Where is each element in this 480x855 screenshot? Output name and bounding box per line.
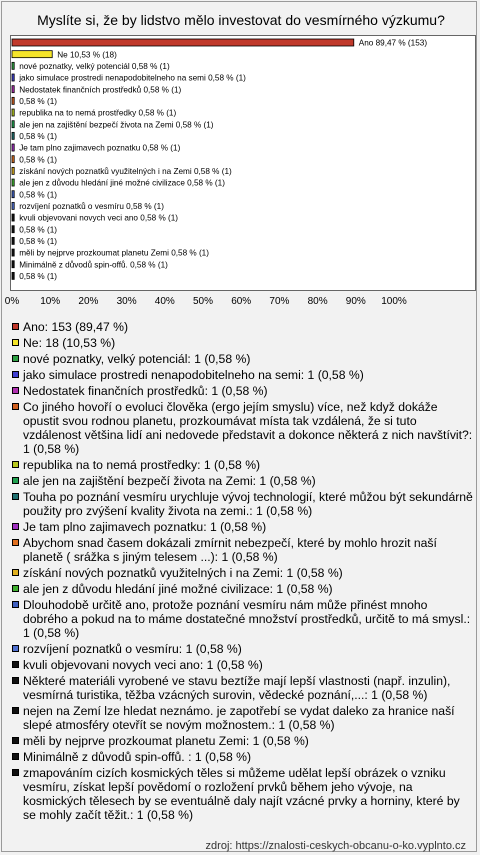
bar-label-0: Ano 89,47 % (153) (358, 38, 428, 48)
bar-label-2: nové poznatky, velký potenciál 0,58 % (1) (19, 61, 170, 71)
bar-9 (12, 144, 14, 151)
bar-label-5: 0,58 % (1) (19, 96, 57, 106)
legend-item-12 (12, 582, 474, 596)
x-tick-label-2: 20% (78, 296, 99, 307)
legend-text-9: Je tam plno zajimavech poznatku: 1 (0,58 %) (23, 520, 267, 534)
legend-item-15 (12, 658, 474, 672)
bar-5 (12, 97, 14, 104)
bar-label-9: Je tam plno zajimavech poznatku 0,58 % (1) (19, 143, 181, 153)
legend-text-4: Nedostatek finančních prostředků: 1 (0,58 %) (23, 384, 268, 398)
bar-20 (12, 272, 14, 279)
bar-7 (12, 121, 14, 128)
legend-swatch-9 (12, 523, 19, 530)
legend-text-15: kvuli objevovani novych veci ano: 1 (0,58 %) (23, 658, 263, 672)
legend-text-13: Dlouhodobě určitě ano, protože poznání vesmíru nám může přinést mnoho dobrého a pokud na to máme dostatečné množství prostředků, určitě to má smysl.: 1 (0,58 %) (23, 598, 471, 640)
legend-text-17: nejen na Zemí lze hledat neznámo. je zapotřebí se vydat daleko za hranice naší slepé atmosféry otevřít se novým možnostem.: 1 (0,58 %) (23, 704, 455, 732)
legend-text-18: měli by nejprve prozkoumat planetu Zemi: 1 (0,58 %) (23, 734, 309, 748)
legend-swatch-0 (12, 323, 19, 330)
x-tick-label-1: 10% (40, 296, 61, 307)
bar-14 (12, 202, 14, 209)
bar-label-7: ale jen na zajištění bezpečí života na Zemi 0,58 % (1) (19, 120, 214, 130)
legend-text-0: Ano: 153 (89,47 %) (23, 320, 129, 334)
x-tick-label-4: 40% (154, 296, 175, 307)
legend-swatch-2 (12, 355, 19, 362)
legend-text-12: ale jen z důvodu hledání jiné možné civilizace: 1 (0,58 %) (23, 582, 333, 596)
bar-label-3: jako simulace prostredi nenapodobitelneho na semi 0,58 % (1) (19, 73, 246, 83)
legend-text-11: získání nových poznatků využitelných i na Zemi: 1 (0,58 %) (23, 566, 343, 580)
x-tick-label-9: 90% (345, 296, 366, 307)
legend-swatch-16 (12, 677, 19, 684)
bar-label-19: Minimálně z důvodů spin-offů. 0,58 % (1) (19, 260, 168, 270)
legend-swatch-3 (12, 371, 19, 378)
bar-label-13: 0,58 % (1) (19, 190, 57, 200)
legend-swatch-11 (12, 569, 19, 576)
legend-swatch-4 (12, 387, 19, 394)
bar-label-4: Nedostatek finančních prostředků 0,58 % (1) (19, 85, 182, 95)
legend-item-14 (12, 642, 474, 656)
legend-swatch-7 (12, 477, 19, 484)
bar-3 (12, 74, 14, 81)
bar-2 (12, 62, 14, 69)
bar-10 (12, 156, 14, 163)
bar-label-17: 0,58 % (1) (19, 236, 57, 246)
legend-swatch-20 (12, 769, 19, 776)
bar-12 (12, 179, 14, 186)
x-tick-label-3: 30% (116, 296, 137, 307)
legend-item-6 (12, 458, 474, 472)
bar-0 (12, 39, 354, 46)
bar-11 (12, 167, 14, 174)
bar-label-8: 0,58 % (1) (19, 131, 57, 141)
legend-swatch-19 (12, 753, 19, 760)
legend-text-6: republika na to nemá prostředky: 1 (0,58 %) (23, 458, 261, 472)
legend-swatch-10 (12, 539, 19, 546)
legend-item-7 (12, 474, 474, 488)
legend-item-10 (12, 536, 474, 564)
bar-label-10: 0,58 % (1) (19, 155, 57, 165)
legend-text-14: rozvíjení poznatků o vesmíru: 1 (0,58 %) (23, 642, 242, 656)
legend-item-13 (12, 598, 474, 640)
legend-text-16: Některé materiáli vyrobené ve stavu beztíže mají lepší vlastnosti (např. inzulin), vesmírná turistika, těžba vzácných surovin, vědecké poznání,...: 1 (0,58 %) (23, 674, 451, 702)
bar-6 (12, 109, 14, 116)
bar-label-12: ale jen z důvodu hledání jiné možné civilizace 0,58 % (1) (19, 178, 225, 188)
legend-item-20 (12, 766, 474, 822)
legend-text-2: nové poznatky, velký potenciál: 1 (0,58 %) (23, 352, 251, 366)
bar-label-20: 0,58 % (1) (19, 272, 57, 281)
legend-swatch-13 (12, 601, 19, 608)
x-tick-label-10: 100% (381, 296, 407, 307)
bar-label-16: 0,58 % (1) (19, 225, 57, 235)
bar-19 (12, 261, 14, 268)
legend-item-11 (12, 566, 474, 580)
legend-text-7: ale jen na zajištění bezpečí života na Zemi: 1 (0,58 %) (23, 474, 316, 488)
legend-swatch-18 (12, 737, 19, 744)
legend-text-8: Touha po poznání vesmíru urychluje vývoj technologií, které můžou být sekundárně použity pro zvýšení kvality života na zemi.: 1 (0,58 %) (23, 490, 473, 518)
chart-title: Myslíte si, že by lidstvo mělo investovat do vesmírného výzkumu? (37, 12, 445, 28)
bar-15 (12, 214, 14, 221)
bar-label-14: rozvíjení poznatků o vesmíru 0,58 % (1) (19, 201, 164, 211)
legend (12, 320, 474, 824)
chart-frame (1, 1, 477, 852)
bar-label-15: kvuli objevovani novych veci ano 0,58 % (1) (19, 213, 179, 223)
legend-text-10: Abychom snad časem dokázali zmírnit nebezpečí, které by mohlo hrozit naší planetě ( srážka s jiným telesem ...): 1 (0,58 %) (23, 536, 437, 564)
x-tick-label-0: 0% (4, 296, 20, 307)
chart-svg (2, 2, 480, 322)
x-tick-label-6: 60% (231, 296, 252, 307)
legend-swatch-1 (12, 339, 19, 346)
legend-text-19: Minimálně z důvodů spin-offů. : 1 (0,58 %) (23, 750, 252, 764)
bar-16 (12, 226, 14, 233)
legend-text-1: Ne: 18 (10,53 %) (23, 336, 116, 350)
legend-text-3: jako simulace prostredi nenapodobitelneho na semi: 1 (0,58 %) (23, 368, 364, 382)
legend-item-4 (12, 384, 474, 398)
bar-label-18: měli by nejprve prozkoumat planetu Zemi 0,58 % (1) (19, 248, 209, 258)
legend-text-20: zmapováním cizích kosmických těles si můžeme udělat lepší obrázek o vzniku vesmíru, získat lepší povědomí o rozložení prvků během jeho vývoje, na kosmických tělesech by se eventuálně daly najít vzácné prvky a horniny, které by se mohly začít těžit.: 1 (0,58 %) (23, 766, 460, 822)
bar-18 (12, 249, 14, 256)
legend-item-19 (12, 750, 474, 764)
legend-swatch-14 (12, 645, 19, 652)
legend-swatch-6 (12, 461, 19, 468)
legend-text-5: Co jiného hovoří o evoluci člověka (ergo jejím smyslu) více, než když dokáže opustit svou rodnou planetu, prozkoumávat místa tak vzdálená, že si tuto vzdálenost většina lidí ani nedovede představit a dokonce některá z nich navštívit?: 1 (0,58 %) (23, 400, 473, 456)
bar-label-11: získání nových poznatků využitelných i na Zemi 0,58 % (1) (19, 166, 232, 176)
legend-item-8 (12, 490, 474, 518)
x-tick-label-8: 80% (307, 296, 328, 307)
legend-item-18 (12, 734, 474, 748)
legend-swatch-8 (12, 493, 19, 500)
bar-13 (12, 191, 14, 198)
legend-swatch-12 (12, 585, 19, 592)
bar-1 (12, 51, 52, 58)
x-tick-label-7: 70% (269, 296, 290, 307)
bar-17 (12, 237, 14, 244)
legend-swatch-15 (12, 661, 19, 668)
bar-label-1: Ne 10,53 % (18) (57, 50, 117, 60)
legend-item-2 (12, 352, 474, 366)
legend-item-17 (12, 704, 474, 732)
legend-item-0 (12, 320, 474, 334)
bar-8 (12, 132, 14, 139)
bar-label-6: republika na to nemá prostředky 0,58 % (1) (19, 108, 177, 118)
bar-4 (12, 86, 14, 93)
legend-swatch-17 (12, 707, 19, 714)
legend-item-3 (12, 368, 474, 382)
legend-swatch-5 (12, 403, 19, 410)
legend-item-16 (12, 674, 474, 702)
source-note: zdroj: https://znalosti-ceskych-obcanu-o-ko.vyplnto.cz (205, 840, 466, 852)
x-tick-label-5: 50% (192, 296, 214, 307)
legend-item-5 (12, 400, 474, 456)
legend-item-9 (12, 520, 474, 534)
legend-item-1 (12, 336, 474, 350)
